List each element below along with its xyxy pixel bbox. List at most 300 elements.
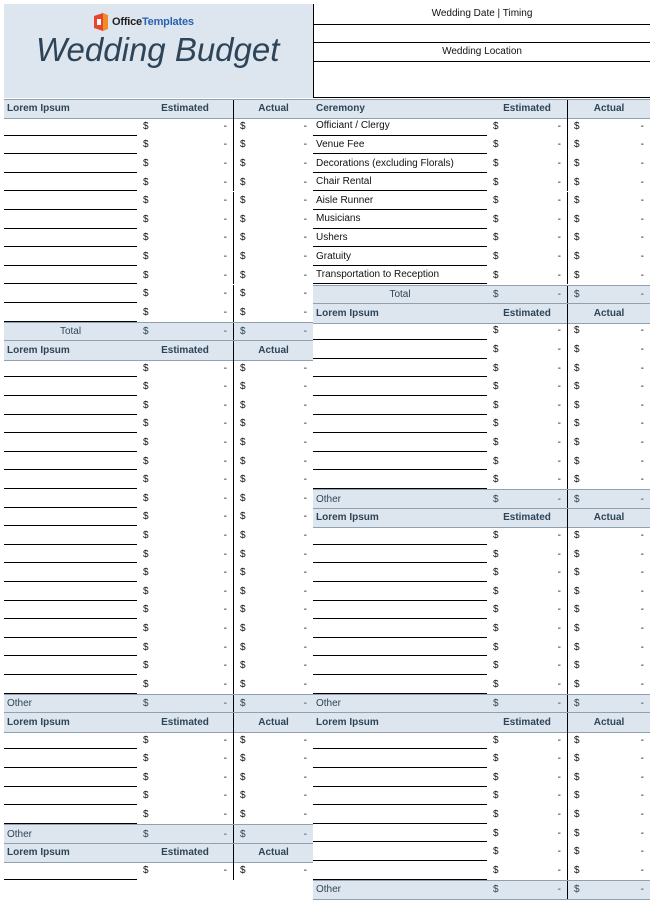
- estimated-header: Estimated: [161, 103, 209, 115]
- estimated-amount[interactable]: [487, 656, 567, 675]
- expense-item-input[interactable]: [313, 787, 487, 806]
- estimated-amount[interactable]: [487, 861, 567, 880]
- currency-symbol: $: [493, 362, 499, 374]
- estimated-header: Estimated: [161, 717, 209, 729]
- estimated-amount[interactable]: [137, 173, 233, 192]
- estimated-amount[interactable]: [487, 731, 567, 750]
- expense-item-input[interactable]: [4, 285, 137, 304]
- currency-symbol: $: [574, 158, 580, 170]
- estimated-amount[interactable]: [487, 322, 567, 341]
- expense-item-input[interactable]: [313, 359, 487, 378]
- budget-row: [4, 489, 313, 508]
- currency-symbol: $: [143, 195, 149, 207]
- estimated-total[interactable]: [137, 323, 233, 342]
- expense-item-input[interactable]: [4, 415, 137, 434]
- expense-item-input[interactable]: [313, 563, 487, 582]
- expense-item-input[interactable]: [4, 266, 137, 285]
- amount-value: -: [640, 418, 644, 430]
- actual-total[interactable]: [233, 695, 313, 714]
- expense-item-input[interactable]: [313, 526, 487, 545]
- estimated-total[interactable]: [487, 695, 567, 714]
- currency-symbol: $: [143, 641, 149, 653]
- actual-amount[interactable]: [233, 136, 313, 155]
- expense-item-input[interactable]: [313, 433, 487, 452]
- actual-amount[interactable]: [233, 117, 313, 136]
- expense-item-input[interactable]: [4, 861, 137, 880]
- estimated-amount[interactable]: [137, 433, 233, 452]
- expense-item-input[interactable]: [313, 377, 487, 396]
- estimated-amount[interactable]: [137, 601, 233, 620]
- budget-row: [4, 731, 313, 750]
- expense-item-input[interactable]: [4, 563, 137, 582]
- actual-amount[interactable]: [233, 266, 313, 285]
- actual-amount[interactable]: [233, 563, 313, 582]
- budget-row: [313, 526, 650, 545]
- expense-item-input[interactable]: [313, 619, 487, 638]
- estimated-amount[interactable]: [487, 619, 567, 638]
- actual-amount[interactable]: [567, 470, 650, 489]
- currency-symbol: $: [143, 698, 149, 710]
- actual-amount[interactable]: [567, 173, 650, 192]
- amount-value: -: [640, 623, 644, 635]
- actual-amount[interactable]: [233, 433, 313, 452]
- actual-amount[interactable]: [567, 377, 650, 396]
- actual-amount[interactable]: [567, 340, 650, 359]
- actual-amount[interactable]: [233, 768, 313, 787]
- currency-symbol: $: [574, 176, 580, 188]
- amount-value: -: [303, 139, 307, 151]
- amount-value: -: [640, 362, 644, 374]
- estimated-amount[interactable]: [487, 824, 567, 843]
- expense-item-input[interactable]: [313, 842, 487, 861]
- actual-amount[interactable]: [233, 489, 313, 508]
- expense-item-input[interactable]: [4, 526, 137, 545]
- actual-amount[interactable]: [567, 452, 650, 471]
- actual-amount[interactable]: [567, 656, 650, 675]
- actual-amount[interactable]: [233, 508, 313, 527]
- amount-value: -: [303, 306, 307, 318]
- estimated-amount[interactable]: [137, 545, 233, 564]
- actual-amount[interactable]: [567, 433, 650, 452]
- amount-value: -: [557, 809, 561, 821]
- expense-item-input[interactable]: [313, 601, 487, 620]
- currency-symbol: $: [574, 864, 580, 876]
- estimated-amount[interactable]: [487, 266, 567, 285]
- estimated-amount[interactable]: [487, 136, 567, 155]
- wedding-location-field[interactable]: [314, 62, 650, 98]
- actual-amount[interactable]: [233, 303, 313, 322]
- amount-value: -: [557, 827, 561, 839]
- estimated-amount[interactable]: [137, 470, 233, 489]
- actual-amount[interactable]: [567, 229, 650, 248]
- currency-symbol: $: [493, 604, 499, 616]
- expense-item-input[interactable]: [4, 247, 137, 266]
- amount-value: -: [303, 548, 307, 560]
- expense-item-input[interactable]: [4, 303, 137, 322]
- actual-amount[interactable]: [567, 359, 650, 378]
- estimated-amount[interactable]: [487, 173, 567, 192]
- estimated-amount[interactable]: [137, 415, 233, 434]
- estimated-amount[interactable]: [137, 359, 233, 378]
- estimated-amount[interactable]: [137, 117, 233, 136]
- estimated-amount[interactable]: [487, 787, 567, 806]
- expense-item-input[interactable]: [4, 154, 137, 173]
- estimated-amount[interactable]: [487, 470, 567, 489]
- estimated-amount[interactable]: [137, 266, 233, 285]
- actual-amount[interactable]: [567, 619, 650, 638]
- actual-amount[interactable]: [233, 731, 313, 750]
- actual-amount[interactable]: [567, 861, 650, 880]
- actual-amount[interactable]: [233, 154, 313, 173]
- actual-amount[interactable]: [233, 173, 313, 192]
- expense-item-input[interactable]: [313, 824, 487, 843]
- currency-symbol: $: [240, 455, 246, 467]
- estimated-amount[interactable]: [137, 526, 233, 545]
- actual-header: Actual: [233, 341, 313, 360]
- expense-item-input[interactable]: [4, 136, 137, 155]
- expense-item-input[interactable]: [4, 805, 137, 824]
- currency-symbol: $: [493, 678, 499, 690]
- estimated-total[interactable]: [487, 286, 567, 305]
- actual-amount[interactable]: [567, 266, 650, 285]
- expense-item-input[interactable]: [313, 861, 487, 880]
- expense-item-input[interactable]: [4, 656, 137, 675]
- estimated-amount[interactable]: [137, 136, 233, 155]
- actual-amount[interactable]: [567, 563, 650, 582]
- estimated-amount[interactable]: [137, 638, 233, 657]
- budget-section: [4, 712, 313, 842]
- expense-item-input[interactable]: [4, 638, 137, 657]
- budget-row: [4, 229, 313, 248]
- expense-item-input[interactable]: [313, 396, 487, 415]
- expense-item-input[interactable]: [313, 768, 487, 787]
- expense-item-input[interactable]: [313, 322, 487, 341]
- amount-value: -: [640, 771, 644, 783]
- actual-amount[interactable]: [567, 415, 650, 434]
- estimated-amount[interactable]: [487, 340, 567, 359]
- estimated-amount[interactable]: [487, 545, 567, 564]
- currency-symbol: $: [493, 251, 499, 263]
- actual-amount[interactable]: [233, 192, 313, 211]
- expense-item-label: Gratuity: [313, 247, 487, 266]
- expense-item-input[interactable]: [4, 396, 137, 415]
- expense-item-input[interactable]: [4, 545, 137, 564]
- estimated-amount[interactable]: [487, 563, 567, 582]
- expense-item-input[interactable]: [4, 452, 137, 471]
- currency-symbol: $: [143, 251, 149, 263]
- currency-symbol: $: [143, 176, 149, 188]
- actual-amount[interactable]: [567, 210, 650, 229]
- actual-amount[interactable]: [233, 396, 313, 415]
- actual-amount[interactable]: [233, 787, 313, 806]
- actual-amount[interactable]: [567, 749, 650, 768]
- expense-item-input[interactable]: [4, 787, 137, 806]
- actual-total[interactable]: [567, 695, 650, 714]
- expense-item-input[interactable]: [313, 582, 487, 601]
- expense-item-label: Musicians: [313, 210, 487, 229]
- actual-amount[interactable]: [233, 210, 313, 229]
- actual-amount[interactable]: [567, 582, 650, 601]
- expense-item-input[interactable]: [313, 452, 487, 471]
- currency-symbol: $: [493, 474, 499, 486]
- actual-amount[interactable]: [233, 526, 313, 545]
- expense-item-input[interactable]: [4, 359, 137, 378]
- expense-item-input[interactable]: [4, 433, 137, 452]
- actual-amount[interactable]: [233, 656, 313, 675]
- actual-total[interactable]: [233, 825, 313, 844]
- estimated-amount[interactable]: [487, 452, 567, 471]
- estimated-amount[interactable]: [487, 415, 567, 434]
- actual-amount[interactable]: [233, 805, 313, 824]
- amount-value: -: [303, 623, 307, 635]
- estimated-amount[interactable]: [137, 452, 233, 471]
- estimated-amount[interactable]: [137, 861, 233, 880]
- amount-value: -: [223, 381, 227, 393]
- actual-total[interactable]: [567, 490, 650, 509]
- actual-amount[interactable]: [567, 136, 650, 155]
- actual-amount[interactable]: [567, 638, 650, 657]
- budget-row: [4, 415, 313, 434]
- currency-symbol: $: [493, 158, 499, 170]
- estimated-amount[interactable]: [137, 489, 233, 508]
- currency-symbol: $: [574, 232, 580, 244]
- estimated-amount[interactable]: [487, 377, 567, 396]
- expense-item-input[interactable]: [4, 731, 137, 750]
- actual-amount[interactable]: [233, 229, 313, 248]
- amount-value: -: [640, 827, 644, 839]
- expense-item-input[interactable]: [4, 377, 137, 396]
- budget-row: [313, 396, 650, 415]
- estimated-amount[interactable]: [137, 192, 233, 211]
- amount-value: -: [303, 698, 307, 710]
- estimated-amount[interactable]: [487, 805, 567, 824]
- currency-symbol: $: [493, 325, 499, 337]
- estimated-amount[interactable]: [487, 210, 567, 229]
- currency-symbol: $: [574, 846, 580, 858]
- wedding-location-label: Wedding Location: [314, 43, 650, 62]
- actual-amount[interactable]: [567, 768, 650, 787]
- expense-item-input[interactable]: [313, 731, 487, 750]
- currency-symbol: $: [143, 232, 149, 244]
- actual-amount[interactable]: [233, 749, 313, 768]
- estimated-header: Estimated: [503, 307, 551, 319]
- estimated-total[interactable]: [137, 695, 233, 714]
- amount-value: -: [223, 641, 227, 653]
- estimated-amount[interactable]: [137, 508, 233, 527]
- currency-symbol: $: [143, 492, 149, 504]
- expense-item-input[interactable]: [313, 656, 487, 675]
- amount-value: -: [640, 567, 644, 579]
- currency-symbol: $: [493, 864, 499, 876]
- actual-amount[interactable]: [567, 526, 650, 545]
- actual-amount[interactable]: [567, 787, 650, 806]
- actual-amount[interactable]: [567, 805, 650, 824]
- actual-amount[interactable]: [233, 675, 313, 694]
- actual-amount[interactable]: [233, 861, 313, 880]
- estimated-amount[interactable]: [487, 768, 567, 787]
- estimated-amount[interactable]: [137, 805, 233, 824]
- actual-amount[interactable]: [567, 675, 650, 694]
- amount-value: -: [640, 530, 644, 542]
- currency-symbol: $: [574, 827, 580, 839]
- estimated-amount[interactable]: [487, 675, 567, 694]
- actual-amount[interactable]: [567, 396, 650, 415]
- expense-item-input[interactable]: [4, 601, 137, 620]
- estimated-amount[interactable]: [137, 303, 233, 322]
- actual-amount[interactable]: [567, 154, 650, 173]
- wedding-date-field[interactable]: [314, 25, 650, 43]
- estimated-amount[interactable]: [487, 638, 567, 657]
- estimated-amount[interactable]: [137, 396, 233, 415]
- actual-amount[interactable]: [567, 247, 650, 266]
- estimated-amount[interactable]: [137, 582, 233, 601]
- actual-amount[interactable]: [233, 377, 313, 396]
- amount-value: -: [557, 678, 561, 690]
- expense-item-input[interactable]: [313, 545, 487, 564]
- actual-amount[interactable]: [567, 842, 650, 861]
- estimated-amount[interactable]: [487, 582, 567, 601]
- actual-amount[interactable]: [233, 247, 313, 266]
- estimated-amount[interactable]: [137, 619, 233, 638]
- estimated-amount[interactable]: [487, 601, 567, 620]
- estimated-header: Estimated: [503, 512, 551, 524]
- actual-amount[interactable]: [233, 545, 313, 564]
- estimated-amount[interactable]: [487, 396, 567, 415]
- estimated-amount[interactable]: [487, 749, 567, 768]
- actual-amount[interactable]: [567, 731, 650, 750]
- estimated-total[interactable]: [137, 825, 233, 844]
- estimated-amount[interactable]: [487, 359, 567, 378]
- actual-amount[interactable]: [567, 322, 650, 341]
- amount-value: -: [557, 158, 561, 170]
- estimated-amount[interactable]: [487, 229, 567, 248]
- budget-row: [313, 638, 650, 657]
- estimated-amount[interactable]: [137, 749, 233, 768]
- budget-section: [313, 303, 650, 508]
- currency-symbol: $: [493, 455, 499, 467]
- estimated-amount[interactable]: [137, 768, 233, 787]
- amount-value: -: [640, 158, 644, 170]
- expense-item-input[interactable]: [4, 173, 137, 192]
- estimated-amount[interactable]: [487, 117, 567, 136]
- currency-symbol: $: [574, 269, 580, 281]
- actual-amount[interactable]: [567, 601, 650, 620]
- estimated-amount[interactable]: [137, 656, 233, 675]
- estimated-amount[interactable]: [137, 154, 233, 173]
- amount-value: -: [640, 864, 644, 876]
- expense-item-input[interactable]: [313, 638, 487, 657]
- estimated-amount[interactable]: [487, 526, 567, 545]
- amount-value: -: [640, 493, 644, 505]
- budget-row: [313, 824, 650, 843]
- expense-item-input[interactable]: [313, 675, 487, 694]
- amount-value: -: [223, 139, 227, 151]
- budget-row: [313, 545, 650, 564]
- estimated-amount[interactable]: [487, 247, 567, 266]
- estimated-amount[interactable]: [137, 247, 233, 266]
- actual-amount[interactable]: [233, 359, 313, 378]
- actual-amount[interactable]: [233, 582, 313, 601]
- actual-total[interactable]: [567, 881, 650, 900]
- currency-symbol: $: [240, 753, 246, 765]
- estimated-total[interactable]: [487, 881, 567, 900]
- expense-item-input[interactable]: [4, 582, 137, 601]
- actual-total[interactable]: [567, 286, 650, 305]
- amount-value: -: [223, 437, 227, 449]
- expense-item-input[interactable]: [4, 192, 137, 211]
- estimated-amount[interactable]: [487, 842, 567, 861]
- estimated-amount[interactable]: [137, 563, 233, 582]
- expense-item-input[interactable]: [313, 415, 487, 434]
- estimated-amount[interactable]: [487, 154, 567, 173]
- actual-amount[interactable]: [233, 619, 313, 638]
- amount-value: -: [303, 232, 307, 244]
- expense-item-input[interactable]: [313, 340, 487, 359]
- actual-header: Actual: [567, 509, 650, 528]
- actual-amount[interactable]: [233, 601, 313, 620]
- actual-amount[interactable]: [567, 192, 650, 211]
- expense-item-input[interactable]: [4, 470, 137, 489]
- expense-item-input[interactable]: [313, 805, 487, 824]
- actual-amount[interactable]: [233, 285, 313, 304]
- amount-value: -: [640, 734, 644, 746]
- section-title: Lorem Ipsum: [316, 512, 379, 524]
- actual-amount[interactable]: [233, 470, 313, 489]
- budget-row: [313, 117, 650, 136]
- estimated-amount[interactable]: [137, 285, 233, 304]
- amount-value: -: [557, 623, 561, 635]
- expense-item-input[interactable]: [4, 117, 137, 136]
- amount-value: -: [223, 698, 227, 710]
- amount-value: -: [640, 753, 644, 765]
- estimated-amount[interactable]: [137, 731, 233, 750]
- currency-symbol: $: [493, 827, 499, 839]
- estimated-total[interactable]: [487, 490, 567, 509]
- estimated-amount[interactable]: [137, 675, 233, 694]
- amount-value: -: [223, 530, 227, 542]
- expense-item-input[interactable]: [4, 489, 137, 508]
- expense-item-input[interactable]: [4, 508, 137, 527]
- expense-item-input[interactable]: [4, 210, 137, 229]
- currency-symbol: $: [240, 660, 246, 672]
- amount-value: -: [223, 288, 227, 300]
- estimated-amount[interactable]: [137, 377, 233, 396]
- actual-amount[interactable]: [233, 452, 313, 471]
- actual-total[interactable]: [233, 323, 313, 342]
- estimated-amount[interactable]: [137, 787, 233, 806]
- amount-value: -: [223, 790, 227, 802]
- estimated-amount[interactable]: [487, 433, 567, 452]
- expense-item-input[interactable]: [4, 768, 137, 787]
- expense-item-input[interactable]: [4, 749, 137, 768]
- expense-item-input[interactable]: [4, 675, 137, 694]
- actual-amount[interactable]: [567, 117, 650, 136]
- expense-item-input[interactable]: [4, 229, 137, 248]
- currency-symbol: $: [493, 269, 499, 281]
- expense-item-input[interactable]: [313, 749, 487, 768]
- actual-amount[interactable]: [233, 638, 313, 657]
- amount-value: -: [223, 455, 227, 467]
- estimated-amount[interactable]: [137, 210, 233, 229]
- actual-amount[interactable]: [567, 824, 650, 843]
- actual-amount[interactable]: [233, 415, 313, 434]
- estimated-amount[interactable]: [137, 229, 233, 248]
- expense-item-input[interactable]: [4, 619, 137, 638]
- estimated-amount[interactable]: [487, 192, 567, 211]
- actual-amount[interactable]: [567, 545, 650, 564]
- budget-section: [4, 99, 313, 341]
- expense-item-input[interactable]: [313, 470, 487, 489]
